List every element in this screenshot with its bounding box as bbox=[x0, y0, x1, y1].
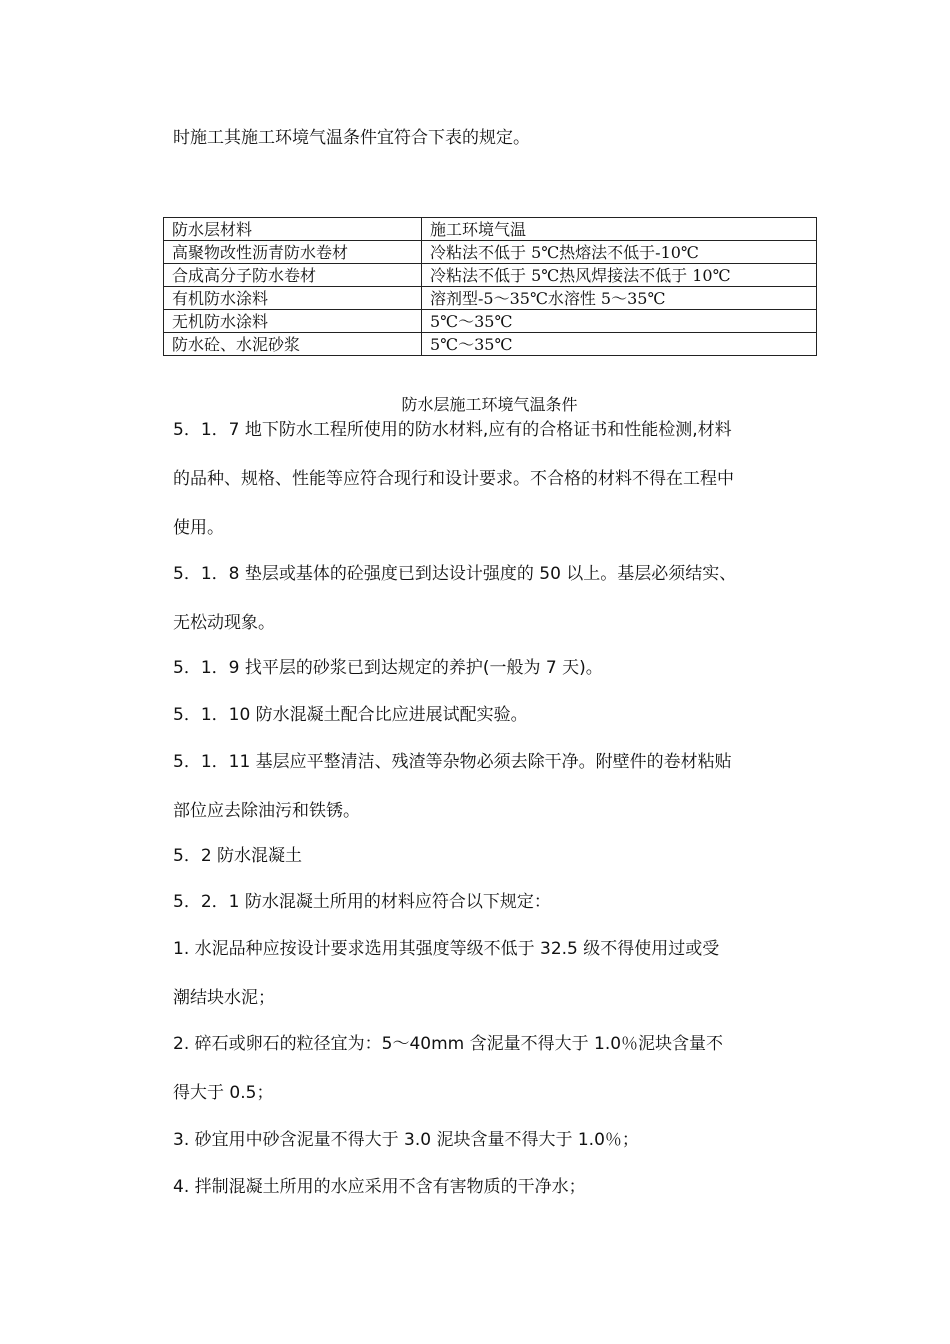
table-cell: 冷粘法不低于 5℃热风焊接法不低于 10℃ bbox=[422, 264, 817, 287]
table-row bbox=[164, 287, 817, 310]
paragraph-line: 潮结块水泥； bbox=[173, 988, 275, 1008]
paragraph-line: 5．1．10 防水混凝土配合比应进展试配实验。 bbox=[173, 705, 528, 725]
paragraph-line: 的品种、规格、性能等应符合现行和设计要求。不合格的材料不得在工程中 bbox=[173, 469, 734, 489]
paragraph-line: 部位应去除油污和铁锈。 bbox=[173, 801, 360, 821]
table-cell: 冷粘法不低于 5℃热熔法不低于-10℃ bbox=[422, 241, 817, 264]
table-header-cell: 防水层材料 bbox=[164, 218, 422, 241]
table-cell: 高聚物改性沥青防水卷材 bbox=[164, 241, 422, 264]
table-cell: 无机防水涂料 bbox=[164, 310, 422, 333]
table-cell: 防水砼、水泥砂浆 bbox=[164, 333, 422, 356]
table-caption: 防水层施工环境气温条件 bbox=[401, 395, 578, 414]
paragraph-line: 使用。 bbox=[173, 518, 224, 538]
table-cell: 溶剂型-5～35℃水溶性 5～35℃ bbox=[422, 287, 817, 310]
list-item: 3. 砂宜用中砂含泥量不得大于 3.0 泥块含量不得大于 1.0％； bbox=[173, 1130, 639, 1150]
table-header-row bbox=[164, 218, 817, 241]
table-row bbox=[164, 333, 817, 356]
paragraph-line: 5．2．1 防水混凝土所用的材料应符合以下规定： bbox=[173, 892, 551, 912]
paragraph-line: 5．1．9 找平层的砂浆已到达规定的养护(一般为 7 天)。 bbox=[173, 658, 603, 678]
table-cell: 有机防水涂料 bbox=[164, 287, 422, 310]
table-row bbox=[164, 264, 817, 287]
list-item: 4. 拌制混凝土所用的水应采用不含有害物质的干净水； bbox=[173, 1177, 586, 1197]
paragraph-line: 5．1．11 基层应平整清洁、残渣等杂物必须去除干净。附壁件的卷材粘贴 bbox=[173, 752, 732, 772]
paragraph-line: 5．1．8 垫层或基体的砼强度已到达设计强度的 50 以上。基层必须结实、 bbox=[173, 564, 737, 584]
paragraph-line: 无松动现象。 bbox=[173, 613, 275, 633]
list-item: 1. 水泥品种应按设计要求选用其强度等级不低于 32.5 级不得使用过或受 bbox=[173, 939, 720, 959]
table-header-cell: 施工环境气温 bbox=[422, 218, 817, 241]
section-heading: 5．2 防水混凝土 bbox=[173, 846, 303, 866]
intro-text: 时施工其施工环境气温条件宜符合下表的规定。 bbox=[173, 128, 530, 148]
table-cell: 合成高分子防水卷材 bbox=[164, 264, 422, 287]
table-row bbox=[164, 310, 817, 333]
temperature-table bbox=[163, 217, 817, 356]
list-item: 2. 碎石或卵石的粒径宜为：5～40mm 含泥量不得大于 1.0％泥块含量不 bbox=[173, 1034, 724, 1054]
table-cell: 5℃～35℃ bbox=[422, 310, 817, 333]
table-cell: 5℃～35℃ bbox=[422, 333, 817, 356]
paragraph-line: 5．1．7 地下防水工程所使用的防水材料,应有的合格证书和性能检测,材料 bbox=[173, 420, 732, 440]
table-row bbox=[164, 241, 817, 264]
paragraph-line: 得大于 0.5； bbox=[173, 1083, 274, 1103]
